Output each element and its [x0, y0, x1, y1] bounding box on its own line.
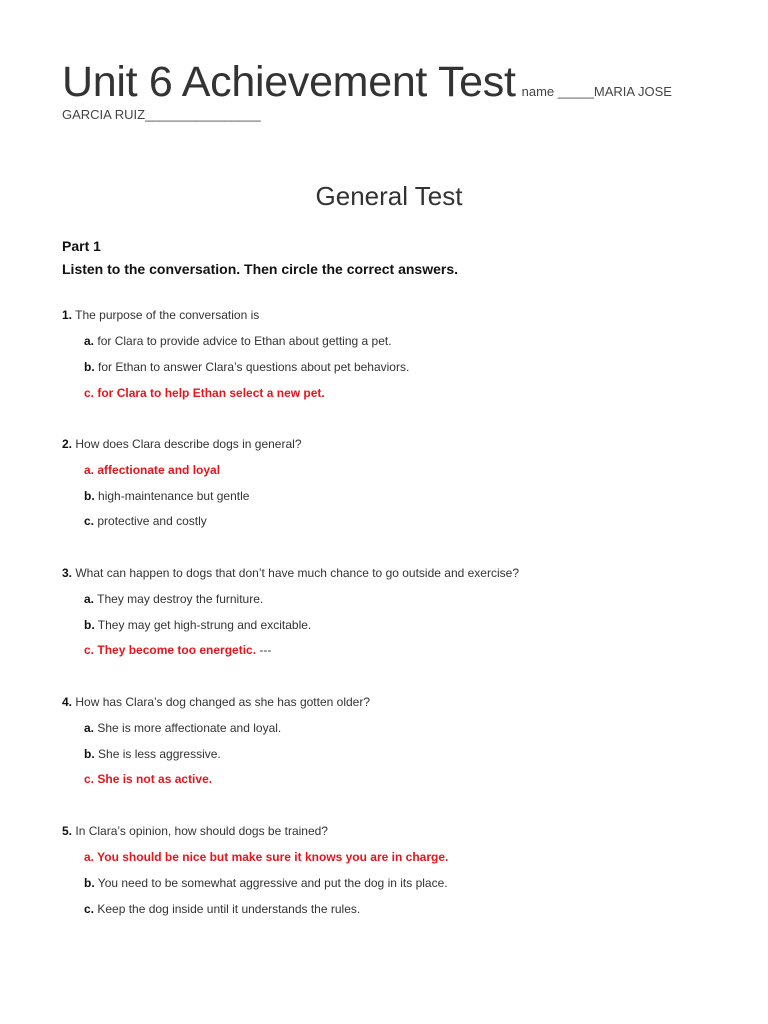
option-text: high-maintenance but gentle	[98, 489, 250, 503]
student-name-line-2: GARCIA RUIZ________________	[62, 107, 261, 122]
question-1-option-b	[84, 360, 409, 374]
option-letter: c.	[84, 902, 95, 916]
option-text: She is less aggressive.	[98, 747, 221, 761]
title-line	[62, 58, 672, 107]
question-5-option-b	[84, 876, 448, 890]
option-text: She is not as active.	[97, 772, 213, 786]
question-3-option-a	[84, 592, 263, 606]
question-number: 3.	[62, 566, 73, 580]
option-text: for Clara to provide advice to Ethan about getting a pet.	[97, 334, 392, 348]
question-2	[62, 437, 302, 451]
question-1-option-c-selected	[84, 386, 325, 400]
option-text: affectionate and loyal	[97, 463, 221, 477]
question-text: How has Clara’s dog changed as she has gotten older?	[75, 695, 370, 709]
question-3-option-c-selected	[84, 643, 271, 657]
option-letter: a.	[84, 721, 95, 735]
option-letter: b.	[84, 360, 95, 374]
question-4-option-b	[84, 747, 221, 761]
section-title: General Test	[315, 181, 463, 211]
option-text: for Clara to help Ethan select a new pet.	[97, 386, 325, 400]
option-letter: b.	[84, 489, 95, 503]
option-text: Keep the dog inside until it understands the rules.	[97, 902, 361, 916]
part-label: Part 1	[62, 238, 101, 254]
option-letter: a.	[84, 334, 95, 348]
question-4	[62, 695, 370, 709]
question-5	[62, 824, 328, 838]
option-letter: c.	[84, 386, 95, 400]
question-number: 5.	[62, 824, 73, 838]
part-instructions: Listen to the conversation. Then circle the correct answers.	[62, 261, 459, 277]
question-4-option-c-selected	[84, 772, 212, 786]
option-text: You need to be somewhat aggressive and put the dog in its place.	[97, 876, 448, 890]
question-text: In Clara’s opinion, how should dogs be trained?	[75, 824, 328, 838]
option-letter: a.	[84, 592, 95, 606]
option-letter: c.	[84, 514, 95, 528]
question-4-option-a	[84, 721, 281, 735]
option-letter: c.	[84, 643, 95, 657]
option-text: They become too energetic.	[97, 643, 257, 657]
question-1-option-a	[84, 334, 392, 348]
option-text: They may destroy the furniture.	[97, 592, 264, 606]
test-title: Unit 6 Achievement Test	[62, 58, 516, 106]
option-letter: b.	[84, 747, 95, 761]
question-number: 2.	[62, 437, 73, 451]
answer-suffix: ---	[256, 643, 272, 657]
question-3	[62, 566, 519, 580]
question-text: The purpose of the conversation is	[75, 308, 260, 322]
option-letter: b.	[84, 876, 95, 890]
question-2-option-b	[84, 489, 249, 503]
question-2-option-a-selected	[84, 463, 220, 477]
question-3-option-b	[84, 618, 311, 632]
option-text: protective and costly	[97, 514, 207, 528]
question-5-option-c	[84, 902, 360, 916]
option-letter: a.	[84, 850, 95, 864]
question-text: What can happen to dogs that don’t have much chance to go outside and exercise?	[75, 566, 519, 580]
option-text: They may get high-strung and excitable.	[97, 618, 312, 632]
question-2-option-c	[84, 514, 207, 528]
student-name-line-1: name _____MARIA JOSE	[521, 84, 672, 99]
option-letter: a.	[84, 463, 95, 477]
question-5-option-a-selected	[84, 850, 448, 864]
option-letter: c.	[84, 772, 95, 786]
option-text: She is more affectionate and loyal.	[97, 721, 282, 735]
question-number: 4.	[62, 695, 73, 709]
question-text: How does Clara describe dogs in general?	[75, 437, 302, 451]
question-1	[62, 308, 259, 322]
option-text: You should be nice but make sure it knows you are in charge.	[97, 850, 449, 864]
question-number: 1.	[62, 308, 73, 322]
option-text: for Ethan to answer Clara’s questions about pet behaviors.	[98, 360, 410, 374]
option-letter: b.	[84, 618, 95, 632]
